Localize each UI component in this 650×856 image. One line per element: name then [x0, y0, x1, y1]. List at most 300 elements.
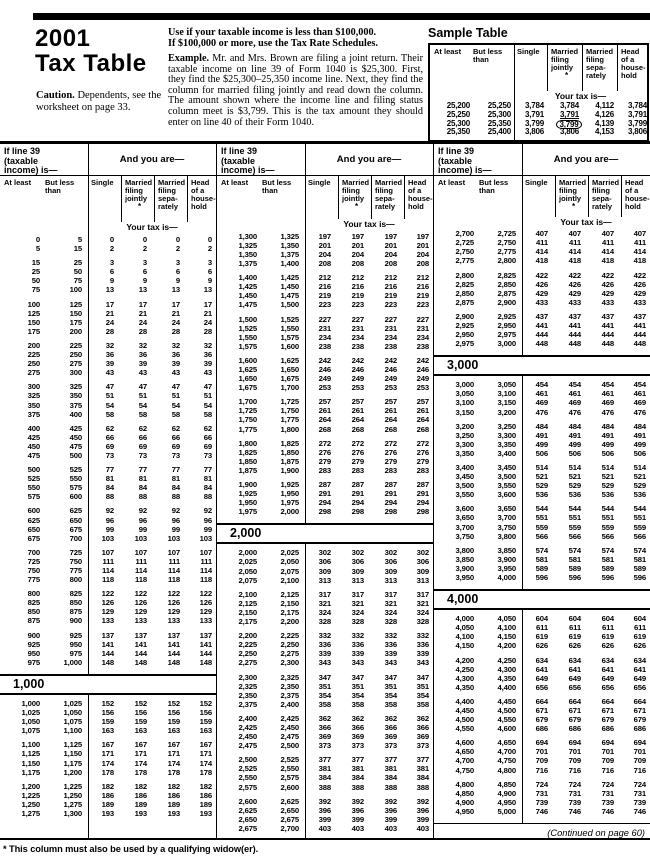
row-group	[217, 232, 433, 273]
tax-single: 174	[101, 758, 114, 768]
but-less-than: 275	[69, 359, 82, 369]
at-least: 4,000	[455, 614, 474, 624]
tax-table-row	[217, 824, 433, 833]
tax-single: 36	[105, 350, 114, 360]
tax-married-separate: 223	[384, 300, 397, 310]
tax-married-joint: 163	[134, 726, 147, 736]
tax-table-column	[0, 144, 216, 838]
tax-married-separate: 66	[171, 432, 180, 442]
tax-head-household: 701	[633, 747, 646, 757]
tax-table-row	[434, 715, 650, 724]
but-less-than: 3,100	[497, 389, 516, 399]
tax-table-row	[0, 791, 216, 800]
col-header-head-household: Head of a house- hold	[617, 45, 647, 91]
tax-table-row	[217, 406, 433, 415]
tax-table-row	[434, 481, 650, 490]
but-less-than: 2,825	[497, 270, 516, 280]
tax-table-row	[217, 356, 433, 365]
tax-married-joint: 77	[138, 465, 147, 475]
tax-married-separate: 626	[601, 641, 614, 651]
tax-head-household: 9	[207, 276, 212, 286]
tax-married-joint: 377	[351, 755, 364, 765]
tax-single: 294	[318, 498, 331, 508]
at-least: 1,425	[238, 282, 257, 292]
tax-married-joint: 358	[351, 699, 364, 709]
tax-head-household: 77	[203, 465, 212, 475]
tax-married-separate: 589	[601, 563, 614, 573]
tax-married-separate: 559	[601, 522, 614, 532]
but-less-than: 2,375	[280, 690, 299, 700]
but-less-than: 2,750	[497, 238, 516, 248]
but-less-than: 1,575	[280, 332, 299, 342]
but-less-than: 1,425	[280, 273, 299, 283]
tax-married-joint: 182	[134, 781, 147, 791]
tax-married-joint: 407	[568, 229, 581, 239]
tax-rows-body	[434, 229, 650, 821]
but-less-than: 25,350	[487, 118, 511, 128]
tax-married-separate: 302	[384, 548, 397, 558]
tax-married-joint: 362	[351, 713, 364, 723]
tax-head-household: 551	[633, 513, 646, 523]
at-least: 875	[27, 616, 40, 626]
tax-head-household: 649	[633, 673, 646, 683]
tax-single: 148	[101, 657, 114, 667]
main-tax-table	[0, 141, 650, 840]
tax-married-separate: 122	[167, 589, 180, 599]
tax-married-joint: 249	[351, 374, 364, 384]
row-group	[217, 673, 433, 714]
tax-table-row	[434, 513, 650, 522]
tax-married-separate: 679	[601, 715, 614, 725]
tax-married-separate: 182	[167, 781, 180, 791]
tax-single: 499	[535, 439, 548, 449]
at-least: 225	[27, 350, 40, 360]
tax-married-joint: 144	[134, 648, 147, 658]
tax-head-household: 66	[203, 432, 212, 442]
tax-table-row	[0, 557, 216, 566]
tax-married-joint: 253	[351, 383, 364, 393]
tax-married-joint: 99	[138, 524, 147, 534]
but-less-than: 2,625	[280, 796, 299, 806]
tax-single: 366	[318, 722, 331, 732]
tax-table-row	[217, 640, 433, 649]
but-less-than: 1,900	[280, 465, 299, 475]
tax-table-row	[0, 768, 216, 777]
tax-single: 384	[318, 773, 331, 783]
but-less-than: 4,200	[497, 641, 516, 651]
tax-table-row	[217, 617, 433, 626]
but-less-than: 4,100	[497, 623, 516, 633]
tax-married-separate: 2	[175, 244, 180, 254]
col-header-but-less: But less than	[45, 178, 75, 195]
tax-married-joint: 264	[351, 415, 364, 425]
at-least: 3,250	[455, 430, 474, 440]
tax-head-household: 197	[416, 231, 429, 241]
tax-head-household: 491	[633, 430, 646, 440]
tax-married-separate: 167	[167, 740, 180, 750]
tax-single: 351	[318, 681, 331, 691]
tax-married-separate: 724	[601, 779, 614, 789]
tax-head-household: 3	[207, 258, 212, 268]
tax-married-separate: 58	[171, 409, 180, 419]
at-least: 4,650	[455, 747, 474, 757]
but-less-than: 3,950	[497, 563, 516, 573]
and-you-are-label: And you are—	[336, 154, 402, 165]
tax-married-joint: 156	[134, 708, 147, 718]
tax-head-household: 264	[416, 415, 429, 425]
tax-single: 521	[535, 472, 548, 482]
at-least: 4,200	[455, 655, 474, 665]
at-least: 2,475	[238, 741, 257, 751]
at-least: 700	[27, 547, 40, 557]
at-least: 100	[27, 299, 40, 309]
tax-married-joint: 551	[568, 513, 581, 523]
tax-head-household: 313	[416, 575, 429, 585]
row-group	[434, 614, 650, 655]
at-least: 2,275	[238, 658, 257, 668]
at-least: 3,900	[455, 563, 474, 573]
tax-head-household: 306	[416, 557, 429, 567]
at-least: 3,950	[455, 573, 474, 583]
tax-table-row	[0, 631, 216, 640]
tax-head-household: 279	[416, 456, 429, 466]
tax-table-row	[217, 300, 433, 309]
row-group	[217, 356, 433, 397]
but-less-than: 4,400	[497, 682, 516, 692]
tax-married-joint: 399	[351, 814, 364, 824]
tax-head-household: 407	[633, 229, 646, 239]
but-less-than: 1,825	[280, 438, 299, 448]
tax-single: 77	[105, 465, 114, 475]
tax-married-separate: 634	[601, 655, 614, 665]
but-less-than: 2,050	[280, 557, 299, 567]
tax-head-household: 444	[633, 330, 646, 340]
tax-table-row	[217, 250, 433, 259]
tax-married-joint: 291	[351, 489, 364, 499]
tax-married-joint: 242	[351, 355, 364, 365]
your-tax-is-row	[0, 222, 216, 235]
tax-table-row	[0, 401, 216, 410]
tax-single: 476	[535, 407, 548, 417]
tax-head-household: 544	[633, 504, 646, 514]
tax-head-household: 641	[633, 664, 646, 674]
tax-table-row	[434, 724, 650, 733]
tax-married-joint: 294	[351, 498, 364, 508]
at-least: 4,250	[455, 664, 474, 674]
tax-head-household: 144	[199, 648, 212, 658]
at-least: 4,300	[455, 673, 474, 683]
but-less-than: 1,150	[63, 749, 82, 759]
but-less-than: 400	[69, 409, 82, 419]
tax-married-joint: 114	[135, 566, 147, 575]
at-least: 2,900	[455, 311, 474, 321]
but-less-than: 1,500	[280, 300, 299, 310]
tax-single: 2	[109, 244, 114, 254]
but-less-than: 825	[69, 589, 82, 599]
tax-married-joint: 716	[568, 765, 581, 775]
tax-married-joint: 476	[568, 407, 581, 417]
tax-single: 272	[318, 438, 331, 448]
tax-head-household: 373	[416, 741, 429, 751]
at-least: 3,450	[455, 472, 474, 482]
at-least: 1,775	[238, 424, 257, 434]
tax-head-household: 336	[416, 640, 429, 650]
tax-married-joint: 309	[351, 566, 364, 576]
tax-single: 122	[101, 589, 114, 599]
tax-married-separate: 433	[601, 297, 614, 307]
tax-married-joint: 287	[351, 480, 364, 489]
tax-table-row	[0, 309, 216, 318]
but-less-than: 1,600	[280, 341, 299, 351]
tax-single: 9	[109, 276, 114, 286]
at-least: 1,225	[21, 790, 40, 800]
but-less-than: 1,650	[280, 364, 299, 374]
tax-head-household: 388	[416, 782, 429, 792]
tax-head-household: 253	[416, 383, 429, 393]
row-group	[434, 271, 650, 312]
row-group	[217, 590, 433, 631]
tax-single: 167	[101, 740, 114, 750]
tax-married-joint: 268	[351, 424, 364, 434]
at-least: 2,800	[455, 270, 474, 280]
tax-table-row	[434, 523, 650, 532]
but-less-than: 1,300	[63, 808, 82, 818]
but-less-than: 1,850	[280, 447, 299, 457]
tax-married-separate: 671	[601, 705, 614, 715]
tax-rows-body	[217, 232, 433, 838]
tax-single: 141	[101, 639, 114, 649]
tax-married-separate: 178	[167, 767, 180, 777]
but-less-than: 2,400	[280, 699, 299, 709]
tax-head-household: 536	[633, 490, 646, 500]
tax-table-row	[217, 723, 433, 732]
page-title: Tax Table	[35, 50, 147, 77]
tax-head-household: 366	[416, 722, 429, 732]
footnote-asterisk: *	[137, 202, 142, 211]
tax-head-household: 476	[633, 407, 646, 417]
tax-married-separate: 381	[384, 764, 397, 774]
tax-single: 716	[535, 765, 548, 775]
tax-head-household: 437	[633, 311, 646, 321]
tax-married-separate: 521	[601, 472, 614, 482]
but-less-than: 2,175	[280, 607, 299, 617]
tax-table-column	[433, 144, 650, 838]
but-less-than: 2,650	[280, 805, 299, 815]
tax-married-separate: 264	[384, 415, 397, 425]
tax-married-separate: 36	[171, 350, 180, 360]
tax-married-joint: 298	[351, 507, 364, 517]
tax-head-household: 47	[203, 382, 212, 392]
at-least: 3,800	[455, 545, 474, 555]
tax-married-joint: 28	[138, 326, 147, 336]
tax-married-joint: 328	[351, 617, 364, 627]
tax-married-separate: 234	[384, 332, 397, 342]
tax-married-joint: 366	[351, 722, 364, 732]
tax-married-joint: 216	[351, 282, 364, 292]
tax-table-row	[217, 273, 433, 282]
but-less-than: 2,800	[497, 256, 516, 266]
tax-table-row	[0, 566, 216, 575]
but-less-than: 1,375	[280, 249, 299, 259]
table-subheader-row	[434, 176, 650, 217]
tax-single: 17	[105, 299, 114, 309]
but-less-than: 525	[69, 465, 82, 475]
tax-married-joint: 354	[351, 690, 364, 700]
tax-married-joint: 521	[568, 472, 581, 482]
tax-head-household: 81	[203, 474, 212, 484]
tax-single: 257	[318, 397, 331, 407]
tax-table-row	[434, 738, 650, 747]
tax-married-joint: 193	[134, 808, 147, 818]
tax-single: 152	[101, 698, 114, 708]
but-less-than: 1,475	[280, 291, 299, 301]
at-least: 125	[27, 308, 40, 318]
tax-table-row	[434, 389, 650, 398]
tax-single: 3,784	[524, 101, 544, 110]
tax-married-joint: 403	[351, 823, 364, 833]
row-group	[434, 780, 650, 821]
tax-married-separate: 384	[384, 773, 397, 783]
tax-head-household: 422	[633, 270, 646, 280]
tax-married-joint: 589	[568, 563, 581, 573]
but-less-than: 3,750	[497, 522, 516, 532]
at-least: 475	[27, 450, 40, 460]
but-less-than: 2,225	[280, 631, 299, 641]
but-less-than: 1,200	[63, 767, 82, 777]
tax-head-household: 426	[633, 279, 646, 289]
tax-head-household: 178	[199, 767, 212, 777]
tax-married-joint: 3	[142, 258, 147, 268]
tax-married-separate: 388	[384, 782, 397, 792]
tax-single: 381	[318, 764, 331, 774]
row-group	[217, 439, 433, 480]
at-least: 2,725	[455, 238, 474, 248]
tax-head-household: 566	[633, 531, 646, 541]
tax-single: 99	[105, 524, 114, 534]
tax-married-joint: 418	[568, 256, 581, 266]
tax-married-separate: 129	[167, 607, 180, 617]
tax-single: 182	[101, 781, 114, 791]
tax-single: 396	[318, 805, 331, 815]
tax-table-row	[217, 741, 433, 750]
tax-head-household: 129	[199, 607, 212, 617]
tax-single: 339	[318, 649, 331, 659]
at-least: 3,650	[455, 513, 474, 523]
tax-head-household: 88	[203, 492, 212, 502]
row-group	[434, 697, 650, 738]
tax-table-row	[217, 259, 433, 268]
tax-married-separate: 92	[171, 506, 180, 516]
tax-single: 253	[318, 383, 331, 393]
tax-married-joint: 47	[138, 382, 147, 392]
tax-married-joint: 686	[568, 724, 581, 734]
tax-head-household: 0	[207, 235, 212, 244]
tax-single: 724	[535, 779, 548, 789]
tax-married-separate: 253	[384, 383, 397, 393]
tax-head-household: 3,784	[627, 101, 647, 110]
col-header-single: Single	[517, 47, 540, 56]
tax-table-row	[0, 607, 216, 616]
but-less-than: 1,775	[280, 415, 299, 425]
col-header-married-separate: Married filing sepa- rately	[588, 176, 621, 217]
tax-married-separate: 321	[384, 598, 397, 608]
tax-table-row	[434, 756, 650, 765]
but-less-than: 15	[73, 244, 82, 254]
tax-single: 484	[535, 421, 548, 431]
tax-married-joint: 17	[138, 299, 147, 309]
income-section-band: 4,000	[434, 589, 650, 610]
at-least: 2,825	[455, 279, 474, 289]
tax-single: 279	[318, 456, 331, 466]
at-least: 2,975	[455, 339, 474, 349]
but-less-than: 2,300	[280, 658, 299, 668]
but-less-than: 4,250	[497, 655, 516, 665]
tax-head-household: 309	[416, 566, 429, 576]
tax-married-separate: 399	[384, 814, 397, 824]
tax-table-row	[0, 516, 216, 525]
married-joint-label: Married filing jointly	[125, 178, 153, 203]
tax-table-row	[434, 247, 650, 256]
tax-single: 69	[105, 441, 114, 451]
but-less-than: 1,025	[63, 698, 82, 708]
tax-married-joint: 186	[134, 790, 147, 800]
tax-single: 407	[535, 229, 548, 239]
but-less-than: 475	[69, 441, 82, 451]
col-header-single: Single	[91, 178, 114, 187]
at-least: 1,450	[238, 291, 257, 301]
tax-married-separate: 144	[167, 648, 180, 658]
but-less-than: 4,300	[497, 664, 516, 674]
tax-head-household: 212	[416, 273, 429, 283]
tax-single: 422	[535, 270, 548, 280]
tax-married-separate: 88	[171, 492, 180, 502]
but-less-than: 1,125	[63, 740, 82, 750]
tax-married-separate: 201	[384, 240, 397, 250]
tax-table-row	[0, 474, 216, 483]
tax-table-row	[0, 708, 216, 717]
tax-married-joint: 69	[138, 441, 147, 451]
tax-married-separate: 437	[601, 311, 614, 321]
tax-table-row	[434, 665, 650, 674]
tax-married-separate: 126	[167, 598, 180, 608]
tax-head-household: 163	[199, 726, 212, 736]
tax-table-row	[0, 759, 216, 768]
tax-head-household: 171	[199, 749, 212, 759]
tax-married-separate: 317	[384, 589, 397, 599]
tax-single: 437	[535, 311, 548, 321]
at-least: 25,300	[446, 118, 470, 128]
tax-married-joint: 694	[568, 738, 581, 748]
but-less-than: 450	[69, 432, 82, 442]
tax-married-joint: 484	[568, 421, 581, 431]
tax-head-household: 664	[633, 696, 646, 706]
sample-table-rows	[430, 102, 647, 140]
but-less-than: 1,400	[280, 259, 299, 269]
tax-married-separate: 171	[167, 749, 180, 759]
tax-married-separate: 332	[384, 631, 397, 641]
but-less-than: 2,425	[280, 713, 299, 723]
at-least: 2,350	[238, 690, 257, 700]
but-less-than: 75	[73, 276, 82, 286]
tax-head-household: 283	[416, 465, 429, 475]
but-less-than: 1,325	[280, 231, 299, 241]
at-least: 2,925	[455, 320, 474, 330]
tax-head-household: 111	[200, 556, 212, 566]
row-group	[0, 300, 216, 341]
at-least: 1,875	[238, 465, 257, 475]
at-least: 3,100	[455, 398, 474, 408]
tax-married-separate: 189	[167, 799, 180, 809]
